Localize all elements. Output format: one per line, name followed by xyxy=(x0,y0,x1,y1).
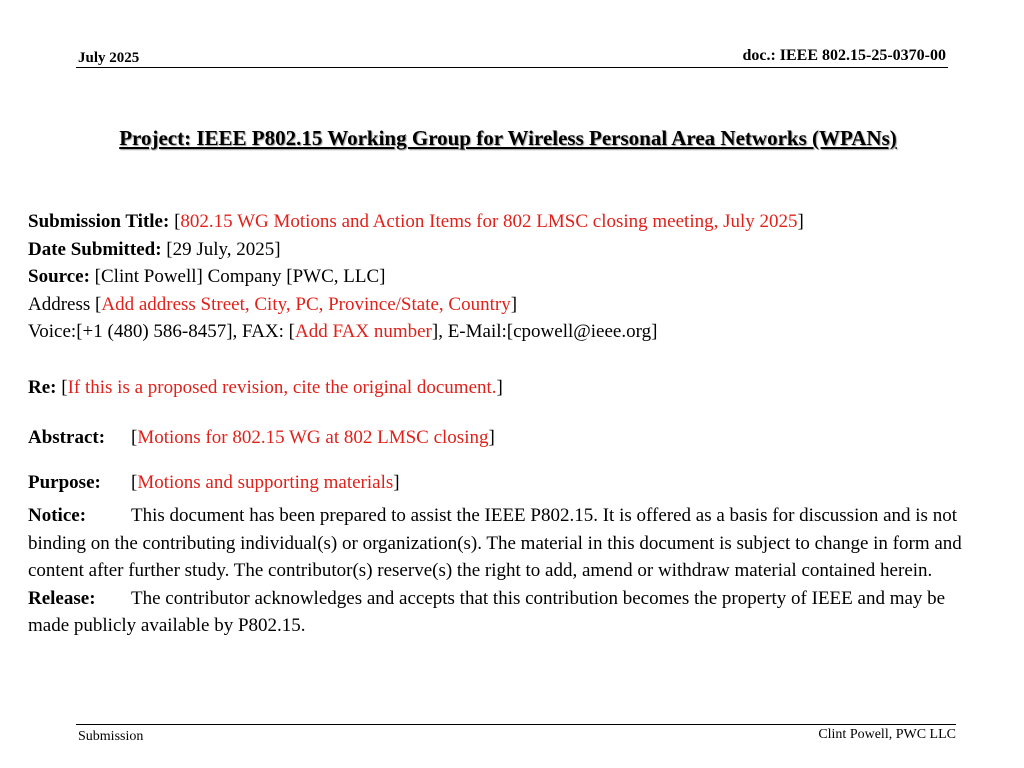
source-value: [Clint Powell] Company [PWC, LLC] xyxy=(89,266,386,287)
abstract-open: [ xyxy=(131,427,138,448)
re-open: [ xyxy=(56,376,68,398)
abstract-line xyxy=(28,424,988,452)
address-prefix: Address [ xyxy=(28,293,102,315)
abstract-close: ] xyxy=(488,427,495,448)
date-submitted-label: Date Submitted: xyxy=(28,238,162,260)
submission-title-value: 802.15 WG Motions and Action Items for 802 LMSC closing meeting, July 2025 xyxy=(180,211,798,232)
header-date: July 2025 xyxy=(78,50,140,66)
email-suffix: ], E-Mail:[cpowell@ieee.org] xyxy=(431,321,658,342)
source-line xyxy=(28,263,988,291)
submission-title-line xyxy=(28,208,988,236)
purpose-line xyxy=(28,469,988,497)
release-label: Release: xyxy=(28,587,96,609)
address-line xyxy=(28,291,988,319)
bracket-close: ] xyxy=(797,211,804,232)
abstract-value: Motions for 802.15 WG at 802 LMSC closing xyxy=(137,427,489,448)
bracket-open: [ xyxy=(169,211,181,232)
footer-divider xyxy=(76,724,956,725)
date-submitted-line xyxy=(28,236,988,264)
document-id: doc.: IEEE 802.15-25-0370-00 xyxy=(742,47,946,64)
address-value: Add address Street, City, PC, Province/State, Country xyxy=(101,293,511,315)
footer-submission: Submission xyxy=(78,729,144,744)
notice-text: This document has been prepared to assist the IEEE P802.15. It is offered as a basis for discussion and is not binding on the contributing individual(s) or organization(s). The material in this document is subject to change in form and content after further study. The contributor(s) reserve(s) the right to add, amend or withdraw material contained herein. xyxy=(28,505,962,581)
re-value: If this is a proposed revision, cite the original document. xyxy=(67,376,497,398)
address-suffix: ] xyxy=(510,293,518,315)
re-line xyxy=(28,374,988,402)
release-text: The contributor acknowledges and accepts that this contribution becomes the property of IEEE and may be made publicly available by P802.15. xyxy=(28,587,946,636)
project-title: Project: IEEE P802.15 Working Group for Wireless Personal Area Networks (WPANs) xyxy=(119,126,897,150)
document-body xyxy=(28,208,988,640)
notice-label: Notice: xyxy=(28,505,87,526)
purpose-value: Motions and supporting materials xyxy=(137,471,394,493)
date-submitted-value: [29 July, 2025] xyxy=(161,238,281,260)
release-paragraph xyxy=(28,585,988,640)
footer-author: Clint Powell, PWC LLC xyxy=(818,727,956,742)
re-label: Re: xyxy=(28,376,57,398)
contact-line xyxy=(28,318,988,346)
purpose-close: ] xyxy=(393,471,400,493)
purpose-open: [ xyxy=(131,471,138,493)
abstract-label: Abstract: xyxy=(28,427,106,448)
header-divider xyxy=(76,67,948,68)
re-close: ] xyxy=(496,376,503,398)
purpose-label: Purpose: xyxy=(28,471,101,493)
source-label: Source: xyxy=(28,266,90,287)
voice-prefix: Voice:[+1 (480) 586-8457], FAX: [ xyxy=(28,321,296,342)
submission-title-label: Submission Title: xyxy=(28,211,170,232)
notice-paragraph xyxy=(28,502,988,585)
fax-value: Add FAX number xyxy=(295,321,432,342)
